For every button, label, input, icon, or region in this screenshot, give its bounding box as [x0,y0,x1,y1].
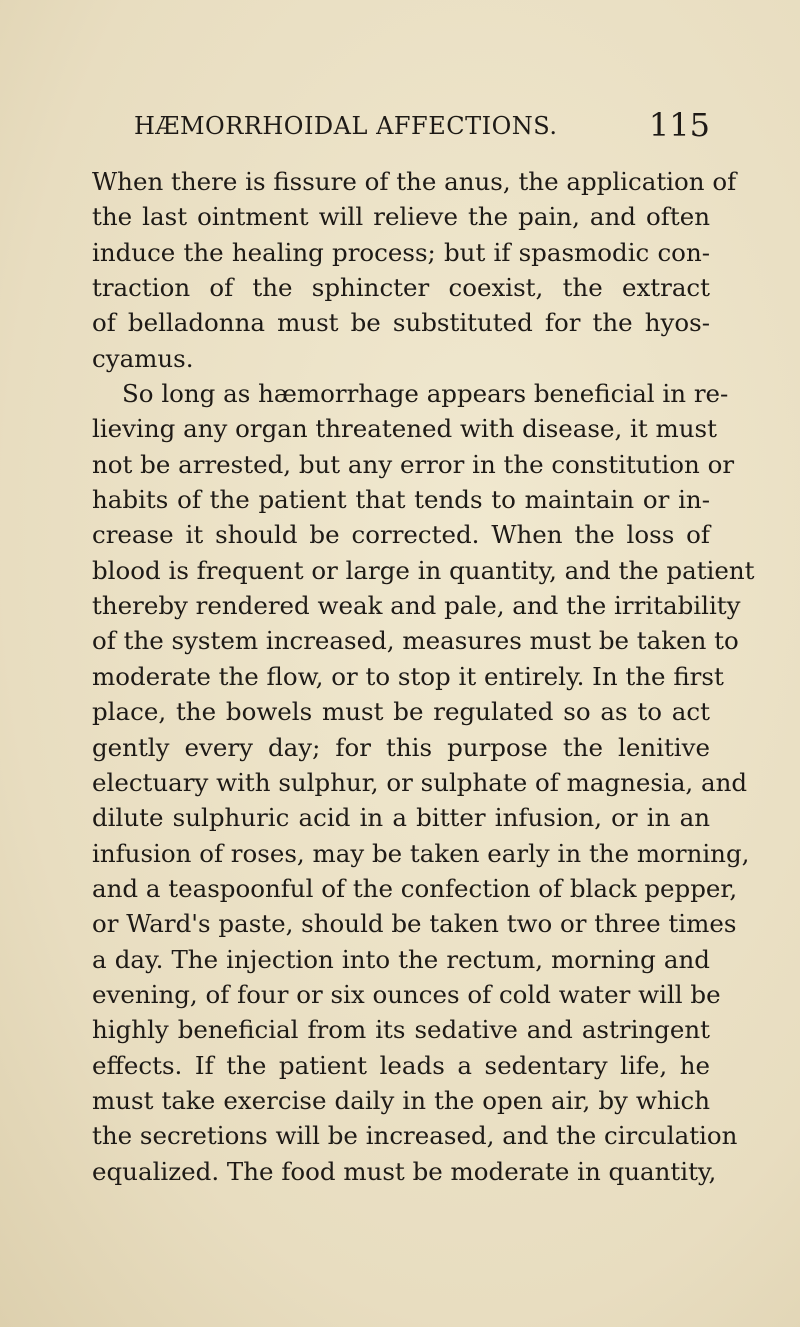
text-line: dilute sulphuric acid in a bitter infusion, or in an [92,803,710,833]
text-line: electuary with sulphur, or sulphate of magnesia, and [92,767,748,797]
text-line: cyamus. [92,343,194,373]
text-line: habits of the patient that tends to maintain or in- [92,485,710,515]
running-head: HÆMORRHOIDAL AFFECTIONS. [134,112,558,140]
text-line: or Ward's paste, should be taken two or three times [92,909,737,939]
text-line: When there is fissure of the anus, the application of [92,167,737,196]
text-line: highly beneficial from its sedative and astringent [92,1015,710,1045]
body-text [92,164,755,1189]
text-line: infusion of roses, may be taken early in the morning, [92,838,750,868]
page-header [92,106,710,152]
text-line: of the system increased, measures must be taken to [92,626,739,656]
text-line: not be arrested, but any error in the constitution or [92,449,735,479]
text-line: and a teaspoonful of the confection of black pepper, [92,873,738,903]
text-line: of belladonna must be substituted for the hyos- [92,308,710,338]
paragraph [92,376,755,1189]
text-line: gently every day; for this purpose the lenitive [92,732,710,762]
text-line: effects. If the patient leads a sedentary life, he [92,1050,710,1080]
text-line: moderate the flow, or to stop it entirely. In the first [92,661,724,691]
text-line: place, the bowels must be regulated so as to act [92,697,710,727]
text-line: lieving any organ threatened with disease, it must [92,414,717,444]
text-line: traction of the sphincter coexist, the extract [92,273,710,303]
text-line: evening, of four or six ounces of cold water will be [92,979,721,1009]
page-number: 115 [648,106,710,144]
text-line: a day. The injection into the rectum, morning and [92,944,710,974]
text-line: crease it should be corrected. When the loss of [92,520,710,550]
text-line: blood is frequent or large in quantity, and the patient [92,555,755,585]
text-line: induce the healing process; but if spasmodic con- [92,237,710,267]
text-line: So long as hæmorrhage appears beneficial in re- [122,379,729,409]
text-line: thereby rendered weak and pale, and the irritability [92,591,741,621]
paragraph [92,164,737,376]
text-line: the last ointment will relieve the pain, and often [92,202,710,232]
text-line: must take exercise daily in the open air, by which [92,1085,710,1115]
text-line: the secretions will be increased, and the circulation [92,1121,738,1151]
text-line: equalized. The food must be moderate in quantity, [92,1156,717,1186]
